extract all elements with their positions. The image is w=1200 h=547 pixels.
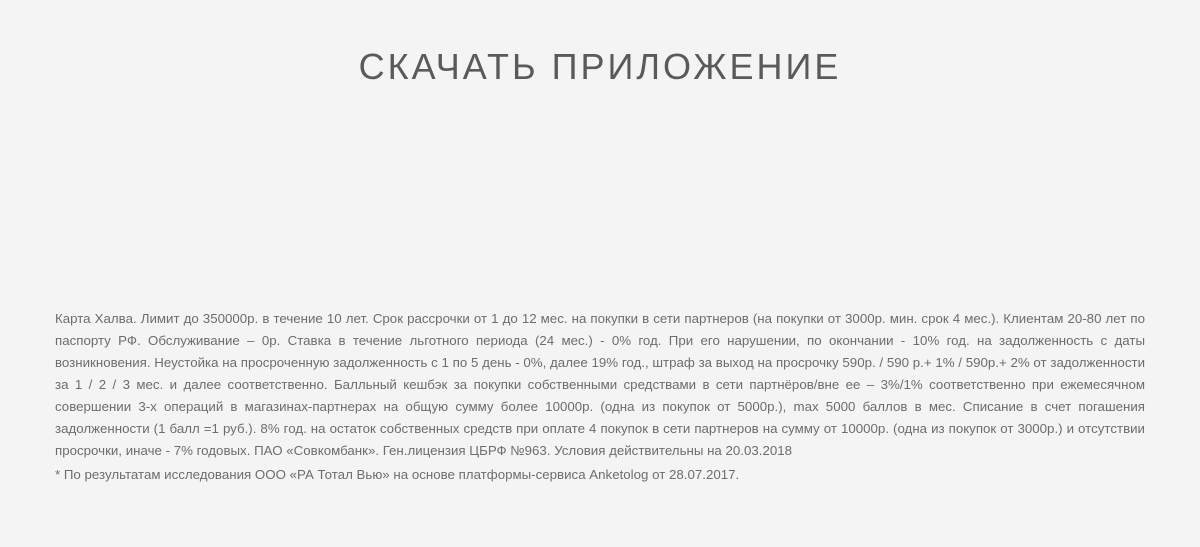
- legal-footnote-text: * По результатам исследования ООО «РА Тотал Вью» на основе платформы-сервиса Anketolog от 28.07.2017.: [55, 467, 740, 482]
- legal-disclaimer-text: Карта Халва. Лимит до 350000р. в течение 10 лет. Срок рассрочки от 1 до 12 мес. на покупки в сети партнеров (на покупки от 3000р. мин. срок 4 мес.). Клиентам 20-80 лет по паспорту РФ. Обслуживание – 0р. Ставка в течение льготного периода (24 мес.) - 0% год. При его нарушении, по окончании - 10% год. на задолженность с даты возникновения. Неустойка на просроченную задолженность с 1 по 5 день - 0%, далее 19% год., штраф за выход на просрочку 590р. / 590 р.+ 1% / 590р.+ 2% от задолженности за 1 / 2 / 3 мес. и далее соответственно. Балльный кешбэк за покупки собственными средствами в сети партнёров/вне ее – 3%/1% соответственно при ежемесячном совершении 3-х операций в магазинах-партнерах на общую сумму более 10000р. (одна из покупок от 5000р.), max 5000 баллов в мес. Списание в счет погашения задолженности (1 балл =1 руб.). 8% год. на остаток собственных средств при оплате 4 покупок в сети партнеров на сумму от 10000р. (одна из покупок от 3000р.) и отсутствии просрочки, иначе - 7% годовых. ПАО «Совкомбанк». Ген.лицензия ЦБРФ №963. Условия действительны на 20.03.2018: [55, 311, 1145, 458]
- legal-disclaimer-block: [55, 308, 1145, 486]
- page-title: СКАЧАТЬ ПРИЛОЖЕНИЕ: [358, 46, 842, 88]
